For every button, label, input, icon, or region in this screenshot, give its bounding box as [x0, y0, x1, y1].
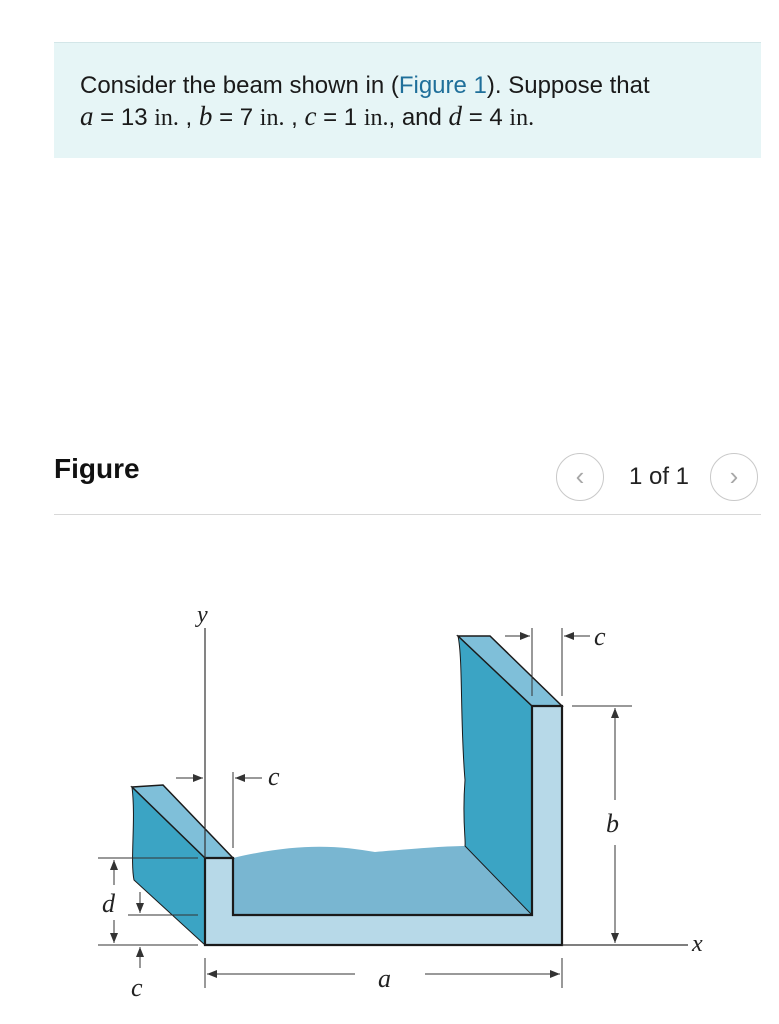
- label-b: b: [606, 809, 619, 838]
- unit-b: in.: [259, 105, 285, 131]
- dim-c-right-arrow-2: [564, 632, 574, 640]
- dim-a-arrow-left: [207, 970, 217, 978]
- separator: ,: [284, 104, 305, 131]
- dim-c-left-arrow-2: [235, 774, 245, 782]
- dim-d-arrow-bottom: [110, 933, 118, 943]
- unit-a: in.: [154, 105, 179, 131]
- dim-b-arrow-top: [611, 708, 619, 718]
- separator: ,: [178, 104, 199, 131]
- next-figure-button[interactable]: [710, 453, 758, 501]
- var-a: a: [80, 101, 94, 131]
- figure-link[interactable]: Figure 1: [398, 72, 487, 99]
- val-a: = 13: [93, 104, 155, 131]
- dim-a-arrow-right: [550, 970, 560, 978]
- problem-line-2: [80, 101, 735, 134]
- label-c-top-left: c: [268, 762, 280, 791]
- dim-c-bottom-arrow-2: [136, 947, 144, 957]
- figure-header: [54, 445, 761, 515]
- prev-figure-button[interactable]: [556, 453, 604, 501]
- label-x: x: [692, 931, 703, 957]
- and-text: , and: [388, 104, 449, 131]
- val-c: = 1: [316, 104, 364, 131]
- label-c-bottom: c: [131, 973, 143, 1002]
- label-a: a: [378, 964, 391, 993]
- dim-b-arrow-bottom: [611, 933, 619, 943]
- var-b: b: [198, 101, 213, 131]
- val-b: = 7: [212, 104, 260, 131]
- problem-statement: [54, 42, 761, 158]
- label-d: d: [102, 889, 115, 918]
- beam-figure: [0, 520, 779, 1024]
- unit-d: in.: [509, 105, 535, 131]
- var-c: c: [304, 101, 317, 131]
- figure-title: Figure: [54, 453, 140, 484]
- dim-d-arrow-top: [110, 860, 118, 870]
- dim-c-right-arrow-1: [520, 632, 530, 640]
- problem-line-1: [80, 70, 735, 101]
- unit-c: in.: [363, 105, 389, 131]
- var-d: d: [448, 101, 463, 131]
- intro-text: Consider the beam shown in (: [80, 72, 399, 99]
- val-d: = 4: [462, 104, 510, 131]
- dim-c-bottom-arrow-1: [136, 903, 144, 913]
- chevron-left-icon: ‹: [575, 461, 585, 491]
- chevron-right-icon: ›: [729, 461, 739, 491]
- figure-page-indicator: 1 of 1: [628, 463, 690, 490]
- label-c-top-right: c: [594, 622, 606, 651]
- dim-c-left-arrow-1: [193, 774, 203, 782]
- intro-text-end: ). Suppose that: [486, 72, 650, 99]
- label-y: y: [197, 602, 208, 628]
